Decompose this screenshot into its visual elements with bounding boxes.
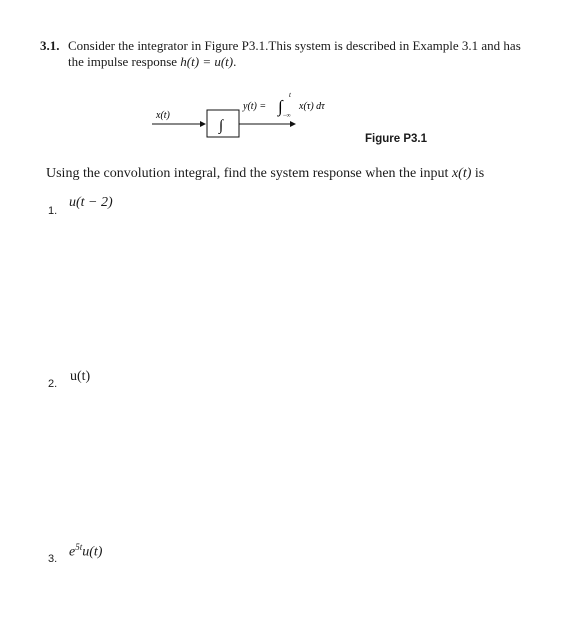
integrator-block-diagram (150, 88, 390, 148)
item-3-rest: u(t) (82, 544, 103, 560)
impulse-response-formula: h(t) = u(t) (180, 54, 234, 69)
block-integral-symbol: ∫ (219, 118, 224, 134)
input-symbol: x(t) (451, 166, 472, 181)
item-3-exponent: 5t (75, 542, 83, 552)
item-3-number: 3. (48, 553, 58, 565)
output-arrowhead (290, 121, 296, 127)
figure-caption: Figure P3.1 (365, 133, 427, 145)
item-3-expression (69, 542, 102, 561)
problem-line2-prefix: the impulse response (68, 54, 181, 69)
item-1-number: 1. (48, 205, 58, 217)
question-text (46, 166, 484, 182)
output-integral-sign: ∫ (278, 97, 283, 116)
problem-text-line2 (68, 54, 236, 70)
output-integral-lower: −∞ (283, 113, 291, 119)
input-label: x(t) (156, 110, 170, 121)
output-integrand: x(τ) dτ (299, 101, 325, 112)
item-3-base: e (69, 544, 76, 560)
problem-text-line1: Consider the integrator in Figure P3.1.This system is described in Example 3.1 and has (68, 38, 521, 53)
problem-line2-suffix: . (233, 54, 237, 69)
output-integral-upper: t (289, 91, 291, 99)
item-2-number: 2. (48, 378, 58, 390)
question-suffix: is (471, 166, 485, 181)
item-2-expression: u(t) (70, 369, 91, 384)
input-arrowhead (200, 121, 206, 127)
problem-number: 3.1. (40, 38, 60, 53)
question-prefix: Using the convolution integral, find the system response when the input (46, 166, 452, 181)
item-1-expression: u(t − 2) (69, 195, 113, 210)
output-label: y(t) = (243, 101, 267, 112)
